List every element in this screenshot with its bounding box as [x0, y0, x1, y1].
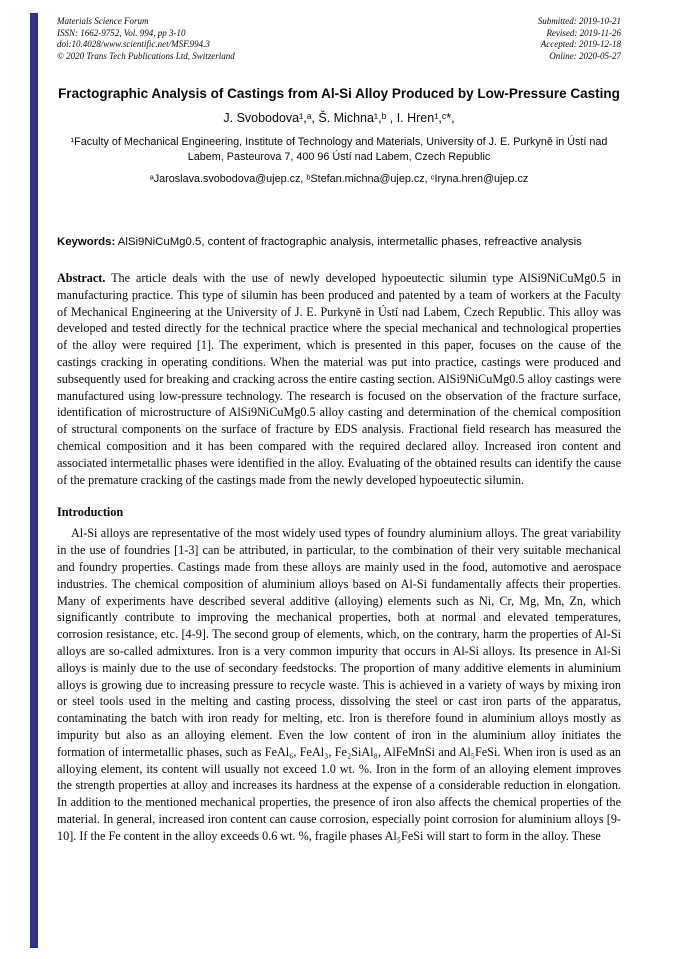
header: [57, 16, 621, 62]
keywords-block: [57, 234, 621, 250]
introduction-paragraph: Al-Si alloys are representative of the most widely used types of foundry aluminium alloys. The great variability in the use of foundries [1-3] can be attributed, in particular, to the combination of their very suitable mechanical and foundry properties. Castings made from these alloys are mainly used in the food, automotive and aerospace industries. The chemical composition of aluminium alloys based on Al-Si fundamentally affects their properties. Many of experiments have described several additive (alloying) elements such as Ni, Cr, Mg, Mn, Zn, which significantly contribute to improving the mechanical properties, both at normal and elevated temperatures, corrosion resistance, etc. [4-9]. The second group of elements, which, on the contrary, harm the properties of Al-Si alloys are so-called admixtures. Iron is a very common impurity that occurs in Al-Si alloys. Its presence in Al-Si alloys is mainly due to the use of secondary feedstocks. The proportion of many additive elements in aluminium alloys is growing due to increasing pressure to recycle waste. This is achieved in a variety of ways by mixing iron or steel tools used in the melting and casting process, dissolving the steel or cast iron parts of the apparatus, contaminating the batch with iron ready for melting, etc. Iron is therefore found in aluminium alloys mostly as impurity but also as an alloying element. Even the low content of iron in the aluminium alloy initiates the formation of intermetallic phases, such as FeAl₆, FeAl₃, Fe₂SiAl₈, AlFeMnSi and Al₅FeSi. When iron is used as an alloying element, its content will usually not exceed 1.0 wt. %. Iron in the form of an alloying element improves the strength properties at alloy and increases its hardness at the expense of a considerable reduction in elongation. In addition to the mentioned mechanical properties, the presence of iron also affects the chemical properties of the material. In general, increased iron content can cause corrosion, especially point corrosion for aluminium alloys [9-10]. If the Fe content in the alloy exceeds 0.6 wt. %, fragile phases Al₅FeSi will start to form in the alloy. These: [57, 526, 621, 843]
journal-issn-volume: ISSN: 1662-9752, Vol. 994, pp 3-10: [57, 27, 186, 38]
paper-title: Fractographic Analysis of Castings from Al-Si Alloy Produced by Low-Pressure Casting: [58, 86, 620, 101]
authors-line: J. Svobodova¹,ᵃ, Š. Michna¹,ᵇ , I. Hren¹,ᶜ*,: [223, 111, 455, 125]
journal-copyright: © 2020 Trans Tech Publications Ltd, Switzerland: [57, 50, 235, 61]
abstract-text: The article deals with the use of newly developed hypoeutectic silumin type AlSi9NiCuMg0.5 in manufacturing practice. This type of silumin has been produced and patented by a team of workers at the Faculty of Mechanical Engineering at the University of J. E. Purkyně in Ústí nad Labem, Czech Republic. This alloy was developed and tested directly for the technical practice where the special mechanical and technological properties of the alloy were required [1]. The experiment, which is presented in this paper, focuses on the cause of the castings cracking in operating conditions. When the material was put into practice, castings were produced and subsequently used for breaking and cracking across the entire casting section. AlSi9NiCuMg0.5 alloy castings were manufactured using low-pressure technology. The research is focused on the observation of the fracture surface, identification of microstructure of AlSi9NiCuMg0.5 alloy casting and determination of the chemical composition of structural components on the surface of fracture by EDS analysis. Fractional field research has measured the chemical composition and it has been compared with the required declared alloy. Increased iron content and associated intermetallic phases were identified in the alloy. Evaluating of the obtained results can identify the cause of the premature cracking of the castings made from the newly developed hypoeutectic silumin.: [57, 271, 621, 487]
keywords-label: Keywords:: [57, 236, 116, 248]
author-emails: ᵃJaroslava.svobodova@ujep.cz, ᵇStefan.michna@ujep.cz, ᶜIryna.hren@ujep.cz: [149, 173, 529, 185]
affiliation: ¹Faculty of Mechanical Engineering, Institute of Technology and Materials, University of J. E. Purkyně in Ústí nad Labem, Pasteurova 7, 400 96 Ústí nad Labem, Czech Republic: [70, 136, 608, 163]
revised-date: Revised: 2019-11-26: [546, 27, 621, 38]
submitted-date: Submitted: 2019-10-21: [537, 16, 621, 26]
keywords-text: AlSi9NiCuMg0.5, content of fractographic analysis, intermetallic phases, refreactive analysis: [117, 236, 582, 248]
abstract-label: Abstract.: [57, 271, 106, 285]
journal-name: Materials Science Forum: [57, 16, 149, 26]
section-heading-introduction: Introduction: [57, 505, 124, 520]
paper-content: [57, 16, 621, 845]
online-date: Online: 2020-05-27: [549, 50, 621, 61]
journal-info: [57, 16, 235, 62]
left-accent-bar: [30, 13, 38, 948]
submission-dates: [538, 16, 621, 62]
abstract-block: [57, 270, 621, 488]
journal-doi: doi:10.4028/www.scientific.net/MSF.994.3: [57, 39, 210, 49]
accepted-date: Accepted: 2019-12-18: [540, 39, 621, 49]
